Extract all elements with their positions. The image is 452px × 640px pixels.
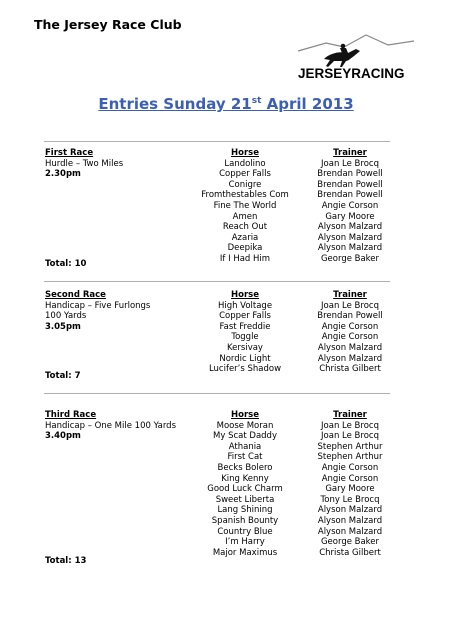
race-time: 2.30pm bbox=[45, 169, 81, 180]
trainer-name: Joan Le Brocq bbox=[321, 420, 379, 431]
race-total: Total: 13 bbox=[45, 556, 87, 566]
horse-name: Azaria bbox=[231, 232, 259, 243]
trainer-name: Angie Corson bbox=[321, 462, 379, 473]
race-description: Hurdle – Two Miles bbox=[45, 158, 124, 169]
trainer-name: Alyson Malzard bbox=[317, 353, 383, 364]
trainer-name: Alyson Malzard bbox=[317, 222, 383, 233]
trainer-name: Angie Corson bbox=[321, 321, 379, 332]
trainer-name: Angie Corson bbox=[321, 332, 379, 343]
trainer-name: Stephen Arthur bbox=[317, 452, 383, 463]
horse-name: Major Maximus bbox=[212, 547, 278, 558]
horse-name: High Voltage bbox=[217, 300, 273, 311]
trainer-name: Alyson Malzard bbox=[317, 526, 383, 537]
trainer-name: Angie Corson bbox=[321, 200, 379, 211]
race-time: 3.40pm bbox=[45, 431, 81, 442]
trainer-name: George Baker bbox=[320, 253, 380, 264]
trainer-header: Trainer bbox=[333, 148, 367, 158]
trainer-name: Alyson Malzard bbox=[317, 342, 383, 353]
horse-name: Fast Freddie bbox=[219, 321, 271, 332]
trainer-name: Brendan Powell bbox=[317, 190, 383, 201]
trainer-name: Christa Gilbert bbox=[319, 547, 381, 558]
race-name: Second Race bbox=[45, 290, 106, 300]
horse-name: King Kenny bbox=[221, 473, 269, 484]
trainer-name: Alyson Malzard bbox=[317, 515, 383, 526]
trainer-name: Brendan Powell bbox=[317, 179, 383, 190]
trainer-header: Trainer bbox=[333, 410, 367, 420]
horse-name: Good Luck Charm bbox=[207, 484, 283, 495]
horse-name: Amen bbox=[232, 211, 258, 222]
horse-name: Athania bbox=[228, 441, 262, 452]
horse-name: Copper Falls bbox=[219, 311, 271, 322]
trainer-name: Alyson Malzard bbox=[317, 243, 383, 254]
horse-name: First Cat bbox=[227, 452, 263, 463]
horse-name: Reach Out bbox=[222, 222, 268, 233]
horse-name: Sweet Liberta bbox=[215, 494, 275, 505]
horse-name: Spanish Bounty bbox=[211, 515, 279, 526]
horse-name: If I Had Him bbox=[219, 253, 271, 264]
horse-name: Copper Falls bbox=[219, 169, 271, 180]
divider bbox=[44, 281, 390, 282]
horse-header: Horse bbox=[231, 290, 259, 300]
trainer-name: Angie Corson bbox=[321, 473, 379, 484]
horse-name: Kersivay bbox=[227, 342, 263, 353]
trainer-name: Christa Gilbert bbox=[319, 364, 381, 375]
race-name: First Race bbox=[45, 148, 94, 158]
trainer-name: Gary Moore bbox=[325, 484, 375, 495]
horse-name: Country Blue bbox=[217, 526, 273, 537]
trainer-header: Trainer bbox=[333, 290, 367, 300]
horse-name: Landolino bbox=[224, 158, 266, 169]
race-total: Total: 10 bbox=[45, 259, 87, 269]
horse-name: Lucifer’s Shadow bbox=[208, 364, 282, 375]
horse-name: Deepika bbox=[227, 243, 263, 254]
horse-header: Horse bbox=[231, 148, 259, 158]
jersey-racing-logo bbox=[296, 31, 416, 83]
race-total: Total: 7 bbox=[45, 371, 81, 381]
horse-name: Conigre bbox=[228, 179, 262, 190]
horse-name: My Scat Daddy bbox=[213, 431, 277, 442]
trainer-name: Brendan Powell bbox=[317, 169, 383, 180]
trainer-name: Joan Le Brocq bbox=[321, 300, 379, 311]
trainer-name: Joan Le Brocq bbox=[321, 158, 379, 169]
trainer-name: George Baker bbox=[320, 537, 380, 548]
race-name: Third Race bbox=[45, 410, 97, 420]
page-title: Entries Sunday 21st April 2013 bbox=[98, 95, 354, 113]
trainer-name: Gary Moore bbox=[325, 211, 375, 222]
race-description: Handicap – Five Furlongs bbox=[45, 300, 151, 311]
trainer-name: Stephen Arthur bbox=[317, 441, 383, 452]
trainer-name: Tony Le Brocq bbox=[320, 494, 380, 505]
trainer-column bbox=[290, 410, 410, 558]
horse-and-jockey-icon bbox=[296, 31, 416, 83]
horse-name: Moose Moran bbox=[216, 420, 274, 431]
race-description: Handicap – One Mile 100 Yards bbox=[45, 420, 176, 431]
horse-name: Fromthestables Com bbox=[201, 190, 289, 201]
divider bbox=[44, 141, 390, 142]
horse-name: Fine The World bbox=[213, 200, 277, 211]
logo-text: JERSEYRACING bbox=[298, 66, 405, 81]
trainer-column bbox=[290, 148, 410, 265]
race-time: 3.05pm bbox=[45, 321, 81, 332]
race-description-extra: 100 Yards bbox=[45, 311, 87, 322]
trainer-name: Alyson Malzard bbox=[317, 505, 383, 516]
horse-name: Becks Bolero bbox=[217, 462, 273, 473]
divider bbox=[44, 393, 390, 394]
trainer-column bbox=[290, 290, 410, 375]
horse-header: Horse bbox=[231, 410, 259, 420]
trainer-name: Brendan Powell bbox=[317, 311, 383, 322]
trainer-name: Alyson Malzard bbox=[317, 232, 383, 243]
horse-name: I’m Harry bbox=[225, 537, 265, 548]
trainer-name: Joan Le Brocq bbox=[321, 431, 379, 442]
horse-name: Lang Shining bbox=[217, 505, 273, 516]
club-name: The Jersey Race Club bbox=[34, 17, 182, 32]
horse-name: Toggle bbox=[231, 332, 259, 343]
horse-name: Nordic Light bbox=[219, 353, 271, 364]
